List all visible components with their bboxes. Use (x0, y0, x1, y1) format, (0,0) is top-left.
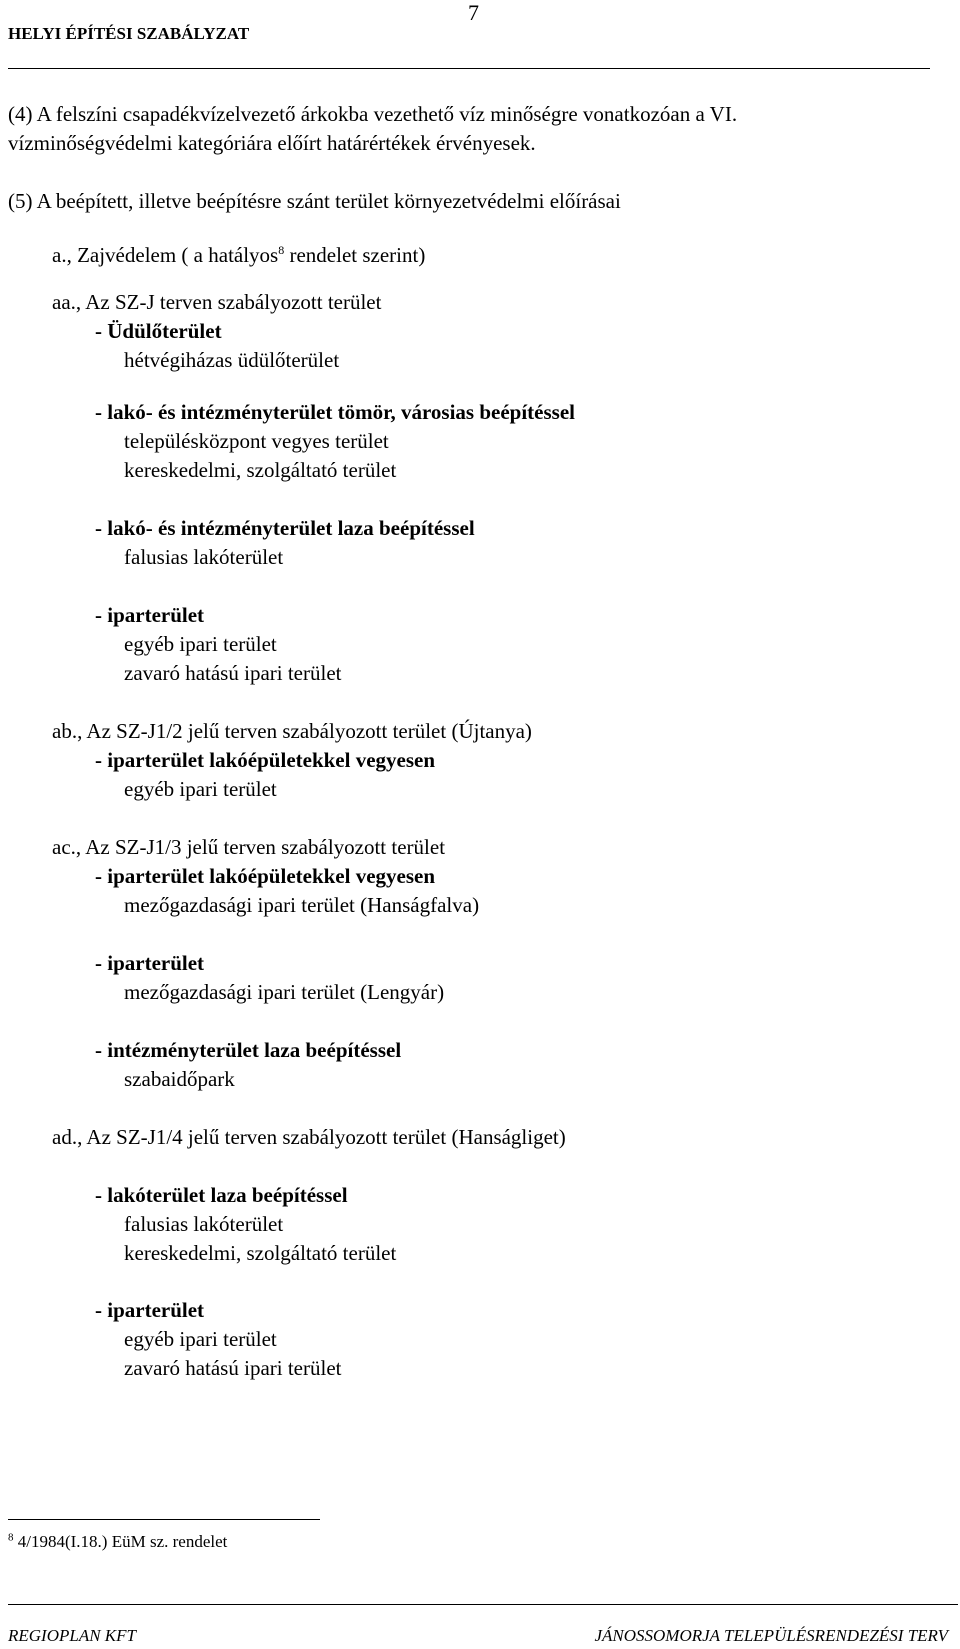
footnote-marker: 8 (8, 1531, 14, 1544)
ac-group-3-item-1: szabaidőpark (124, 1067, 235, 1091)
section-ac-heading: ac., Az SZ-J1/3 jelű terven szabályozott terület (52, 835, 446, 859)
page-number: 7 (468, 0, 479, 25)
section-aa-heading: aa., Az SZ-J terven szabályozott terület (52, 290, 382, 314)
ac-group-2-title: - iparterület (95, 951, 205, 975)
section-a (52, 242, 425, 268)
aa-group-4-item-1: egyéb ipari terület (124, 632, 277, 656)
paragraph-4-line-1: (4) A felszíni csapadékvízelvezető árkokba vezethető víz minőségre vonatkozóan a VI. (8, 102, 738, 126)
aa-group-1-title: - Üdülőterület (95, 319, 222, 343)
section-a-text: a., Zajvédelem ( a hatályos (52, 243, 279, 267)
ab-group-1-title: - iparterület lakóépületekkel vegyesen (95, 748, 436, 772)
aa-group-1-item-1: hétvégiházas üdülőterület (124, 348, 340, 372)
footnote-rule (8, 1519, 320, 1520)
footnote-text: 4/1984(I.18.) EüM sz. rendelet (13, 1532, 228, 1551)
ab-group-1-item-1: egyéb ipari terület (124, 777, 277, 801)
aa-group-2-item-2: kereskedelmi, szolgáltató terület (124, 458, 397, 482)
footer-left: REGIOPLAN KFT (8, 1626, 136, 1645)
header-title: HELYI ÉPÍTÉSI SZABÁLYZAT (8, 24, 250, 43)
ac-group-2-item-1: mezőgazdasági ipari terület (Lengyár) (124, 980, 445, 1004)
section-ad-heading: ad., Az SZ-J1/4 jelű terven szabályozott terület (Hanságliget) (52, 1125, 566, 1149)
header-rule (8, 68, 930, 69)
aa-group-2-title: - lakó- és intézményterület tömör, városias beépítéssel (95, 400, 575, 424)
footnote-ref: 8 (278, 243, 285, 257)
ac-group-1-item-1: mezőgazdasági ipari terület (Hanságfalva) (124, 893, 480, 917)
ad-group-2-item-2: zavaró hatású ipari terület (124, 1356, 342, 1380)
paragraph-5: (5) A beépített, illetve beépítésre szánt terület környezetvédelmi előírásai (8, 189, 621, 213)
section-ab-heading: ab., Az SZ-J1/2 jelű terven szabályozott terület (Újtanya) (52, 719, 532, 743)
aa-group-4-title: - iparterület (95, 603, 205, 627)
ac-group-3-title: - intézményterület laza beépítéssel (95, 1038, 402, 1062)
aa-group-3-item-1: falusias lakóterület (124, 545, 284, 569)
paragraph-4-line-2: vízminőségvédelmi kategóriára előírt határértékek érvényesek. (8, 131, 536, 155)
ad-group-1-title: - lakóterület laza beépítéssel (95, 1183, 348, 1207)
aa-group-4-item-2: zavaró hatású ipari terület (124, 661, 342, 685)
footer-rule (8, 1604, 958, 1605)
footnote (8, 1532, 227, 1552)
footer-right: JÁNOSSOMORJA TELEPÜLÉSRENDEZÉSI TERV (594, 1626, 948, 1645)
section-a-rest: rendelet szerint) (284, 243, 426, 267)
ad-group-2-title: - iparterület (95, 1298, 205, 1322)
ad-group-1-item-2: kereskedelmi, szolgáltató terület (124, 1241, 397, 1265)
ad-group-2-item-1: egyéb ipari terület (124, 1327, 277, 1351)
aa-group-2-item-1: településközpont vegyes terület (124, 429, 389, 453)
ac-group-1-title: - iparterület lakóépületekkel vegyesen (95, 864, 436, 888)
aa-group-3-title: - lakó- és intézményterület laza beépítéssel (95, 516, 475, 540)
ad-group-1-item-1: falusias lakóterület (124, 1212, 284, 1236)
